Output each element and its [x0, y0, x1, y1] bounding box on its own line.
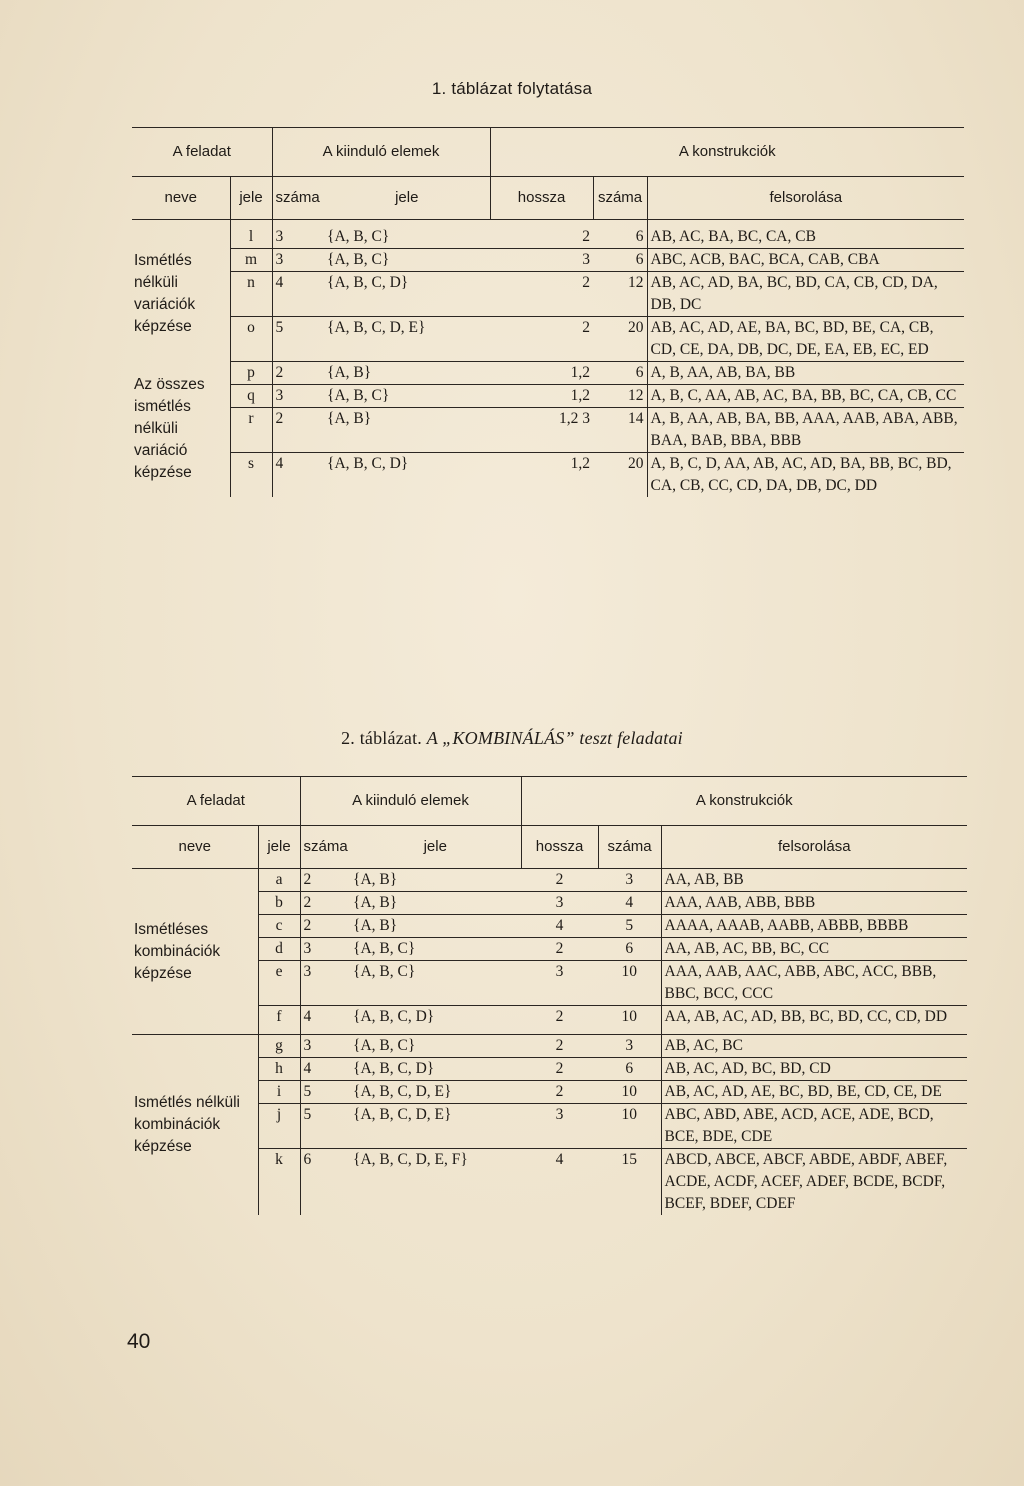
cell-szama: 5 — [300, 1081, 350, 1104]
cell-jele: s — [230, 453, 272, 498]
cell-szama: 4 — [300, 1058, 350, 1081]
cell-elemek: {A, B} — [353, 871, 398, 888]
header-jele: jele — [230, 177, 272, 220]
cell-hossza: 1,2 — [490, 453, 593, 498]
cell-jele: q — [230, 385, 272, 408]
cell-konstr-szama: 6 — [598, 938, 661, 961]
cell-felsorolas: AB, AC, AD, BC, BD, CD — [661, 1058, 967, 1081]
cell-hossza: 4 — [521, 1149, 598, 1216]
cell-konstr-szama: 6 — [635, 228, 644, 245]
cell-felsorolas: AB, AC, BA, BC, CA, CB — [647, 226, 964, 249]
cell-jele: b — [258, 892, 300, 915]
table-row — [132, 453, 964, 498]
cell-szama: 5 — [272, 317, 324, 362]
cell-felsorolas: AAAA, AAAB, AABB, ABBB, BBBB — [661, 915, 967, 938]
header-kiindulo: A kiinduló elemek — [272, 128, 490, 177]
group-name: Ismétlés nélküli variációk képzése — [134, 251, 196, 335]
cell-elemek: {A, B, C, D, E, F} — [350, 1149, 521, 1216]
header-feladat: A feladat — [132, 128, 272, 177]
cell-konstr-szama: 10 — [598, 1081, 661, 1104]
table-row — [132, 1149, 967, 1216]
cell-felsorolas: AA, AB, AC, BB, BC, CC — [661, 938, 967, 961]
table-row — [132, 869, 967, 892]
cell-hossza: 2 — [490, 272, 593, 317]
cell-elemek: {A, B, C} — [350, 938, 521, 961]
table-row — [132, 408, 964, 453]
cell-hossza: 2 — [521, 1006, 598, 1035]
cell-szama: 3 — [272, 385, 324, 408]
cell-hossza: 4 — [521, 915, 598, 938]
cell-elemek: {A, B, C, D} — [324, 453, 490, 498]
cell-hossza: 2 — [521, 1058, 598, 1081]
header-felsorolasa: felsorolása — [647, 177, 964, 220]
cell-hossza: 2 — [521, 1081, 598, 1104]
group-name: Ismétléses kombinációk képzése — [134, 920, 221, 982]
header-elem-jele: jele — [350, 826, 521, 869]
cell-konstr-szama: 14 — [593, 408, 647, 453]
cell-felsorolas: ABC, ACB, BAC, BCA, CAB, CBA — [647, 249, 964, 272]
cell-jele: c — [258, 915, 300, 938]
cell-hossza: 3 — [490, 249, 593, 272]
header-hossza: hossza — [490, 177, 593, 220]
table-row — [132, 915, 967, 938]
cell-jele: o — [230, 317, 272, 362]
cell-konstr-szama: 10 — [598, 1104, 661, 1149]
header-konstrukciok: A konstrukciók — [521, 777, 967, 826]
cell-szama: 2 — [300, 892, 350, 915]
cell-hossza: 2 — [582, 228, 591, 245]
cell-felsorolas: A, B, AA, AB, BA, BB — [647, 362, 964, 385]
cell-felsorolas: AB, AC, BC — [661, 1035, 967, 1058]
header-szama: száma — [272, 177, 324, 220]
header-konstr-szama: száma — [593, 177, 647, 220]
group-name: Az összes ismétlés nélküli variáció képzése — [134, 376, 205, 482]
cell-felsorolas: A, B, AA, AB, BA, BB, AAA, AAB, ABA, ABB, BAA, BAB, BBA, BBB — [647, 408, 964, 453]
cell-jele: f — [258, 1006, 300, 1035]
header-konstrukciok: A konstrukciók — [490, 128, 964, 177]
cell-felsorolas: AA, AB, BB — [661, 869, 967, 892]
table-row — [132, 1006, 967, 1035]
cell-hossza: 3 — [521, 961, 598, 1006]
cell-hossza: 3 — [521, 892, 598, 915]
table-2 — [132, 776, 967, 1215]
cell-elemek: {A, B, C, D, E} — [324, 317, 490, 362]
cell-jele: a — [258, 869, 300, 892]
table-row — [132, 317, 964, 362]
cell-hossza: 1,2 — [490, 385, 593, 408]
cell-konstr-szama: 20 — [593, 453, 647, 498]
cell-elemek: {A, B, C} — [327, 228, 390, 245]
cell-hossza: 2 — [490, 317, 593, 362]
table-row — [132, 226, 964, 249]
cell-szama: 2 — [300, 915, 350, 938]
cell-jele: e — [258, 961, 300, 1006]
cell-elemek: {A, B, C, D, E} — [350, 1104, 521, 1149]
cell-elemek: {A, B} — [324, 362, 490, 385]
table-1 — [132, 127, 964, 497]
cell-felsorolas: AB, AC, AD, AE, BC, BD, BE, CD, CE, DE — [661, 1081, 967, 1104]
cell-szama: 3 — [300, 961, 350, 1006]
cell-hossza: 2 — [521, 1035, 598, 1058]
cell-konstr-szama: 6 — [593, 249, 647, 272]
table-row — [132, 1081, 967, 1104]
cell-elemek: {A, B} — [350, 915, 521, 938]
cell-szama: 4 — [272, 272, 324, 317]
cell-szama: 5 — [300, 1104, 350, 1149]
cell-hossza: 3 — [521, 1104, 598, 1149]
cell-hossza: 1,2 3 — [490, 408, 593, 453]
cell-elemek: {A, B, C, D} — [324, 272, 490, 317]
cell-szama: 3 — [272, 249, 324, 272]
header-konstr-szama: száma — [598, 826, 661, 869]
cell-jele: g — [258, 1035, 300, 1058]
cell-felsorolas: ABCD, ABCE, ABCF, ABDE, ABDF, ABEF, ACDE, ACDF, ACEF, ADEF, BCDE, BCDF, BCEF, BDEF, CDEF — [661, 1149, 967, 1216]
cell-elemek: {A, B, C} — [324, 385, 490, 408]
cell-szama: 4 — [300, 1006, 350, 1035]
cell-jele: l — [230, 226, 272, 249]
header-hossza: hossza — [521, 826, 598, 869]
cell-konstr-szama: 3 — [598, 1035, 661, 1058]
page-number: 40 — [127, 1330, 151, 1353]
cell-elemek: {A, B, C, D, E} — [350, 1081, 521, 1104]
cell-szama: 3 — [300, 938, 350, 961]
cell-hossza: 1,2 — [490, 362, 593, 385]
cell-hossza: 2 — [521, 938, 598, 961]
header-felsorolasa: felsorolása — [661, 826, 967, 869]
cell-elemek: {A, B, C} — [350, 961, 521, 1006]
cell-konstr-szama: 6 — [593, 362, 647, 385]
table2-title — [0, 728, 1024, 749]
table-row — [132, 892, 967, 915]
cell-felsorolas: AB, AC, AD, BA, BC, BD, CA, CB, CD, DA, DB, DC — [647, 272, 964, 317]
header-kiindulo: A kiinduló elemek — [300, 777, 521, 826]
cell-szama: 3 — [272, 226, 324, 249]
cell-szama: 2 — [272, 408, 324, 453]
cell-konstr-szama: 12 — [593, 385, 647, 408]
cell-jele: h — [258, 1058, 300, 1081]
cell-elemek: {A, B, C, D} — [350, 1058, 521, 1081]
group-name: Ismétlés nélküli kombinációk képzése — [132, 1035, 258, 1216]
cell-felsorolas: ABC, ABD, ABE, ACD, ACE, ADE, BCD, BCE, BDE, CDE — [661, 1104, 967, 1149]
cell-szama: 4 — [272, 453, 324, 498]
cell-jele: m — [230, 249, 272, 272]
cell-konstr-szama: 3 — [625, 871, 634, 888]
cell-konstr-szama: 6 — [598, 1058, 661, 1081]
cell-konstr-szama: 4 — [598, 892, 661, 915]
table-row — [132, 1104, 967, 1149]
table-row — [132, 961, 967, 1006]
cell-szama: 2 — [272, 362, 324, 385]
cell-jele: n — [230, 272, 272, 317]
cell-konstr-szama: 15 — [598, 1149, 661, 1216]
header-elem-jele: jele — [324, 177, 490, 220]
header-neve: neve — [132, 177, 230, 220]
cell-felsorolas: AAA, AAB, ABB, BBB — [661, 892, 967, 915]
cell-konstr-szama: 12 — [593, 272, 647, 317]
cell-elemek: {A, B} — [350, 892, 521, 915]
table-row — [132, 1058, 967, 1081]
header-neve: neve — [132, 826, 258, 869]
cell-jele: r — [230, 408, 272, 453]
header-szama: száma — [300, 826, 350, 869]
cell-elemek: {A, B} — [324, 408, 490, 453]
cell-jele: j — [258, 1104, 300, 1149]
table1-title: 1. táblázat folytatása — [431, 79, 593, 98]
header-feladat: A feladat — [132, 777, 300, 826]
cell-szama: 2 — [300, 869, 350, 892]
cell-szama: 3 — [300, 1035, 350, 1058]
cell-elemek: {A, B, C, D} — [350, 1006, 521, 1035]
cell-hossza: 2 — [555, 871, 564, 888]
cell-jele: i — [258, 1081, 300, 1104]
cell-jele: p — [230, 362, 272, 385]
table2-title-prefix: 2. táblázat. — [341, 728, 422, 748]
cell-jele: d — [258, 938, 300, 961]
cell-konstr-szama: 5 — [598, 915, 661, 938]
cell-felsorolas: AA, AB, AC, AD, BB, BC, BD, CC, CD, DD — [661, 1006, 967, 1035]
cell-felsorolas: A, B, C, AA, AB, AC, BA, BB, BC, CA, CB, CC — [647, 385, 964, 408]
table-row — [132, 272, 964, 317]
cell-szama: 6 — [300, 1149, 350, 1216]
cell-jele: k — [258, 1149, 300, 1216]
cell-felsorolas: AAA, AAB, AAC, ABB, ABC, ACC, BBB, BBC, BCC, CCC — [661, 961, 967, 1006]
cell-elemek: {A, B, C} — [350, 1035, 521, 1058]
table-row — [132, 362, 964, 385]
cell-elemek: {A, B, C} — [324, 249, 490, 272]
cell-felsorolas: A, B, C, D, AA, AB, AC, AD, BA, BB, BC, BD, CA, CB, CC, CD, DA, DB, DC, DD — [647, 453, 964, 498]
cell-konstr-szama: 10 — [598, 961, 661, 1006]
cell-konstr-szama: 10 — [598, 1006, 661, 1035]
table-row — [132, 1035, 967, 1058]
cell-konstr-szama: 20 — [593, 317, 647, 362]
table-row — [132, 385, 964, 408]
cell-felsorolas: AB, AC, AD, AE, BA, BC, BD, BE, CA, CB, CD, CE, DA, DB, DC, DE, EA, EB, EC, ED — [647, 317, 964, 362]
table-row — [132, 249, 964, 272]
table-row — [132, 938, 967, 961]
header-jele: jele — [258, 826, 300, 869]
table2-title-italic: A „KOMBINÁLÁS” teszt feladatai — [426, 728, 683, 748]
